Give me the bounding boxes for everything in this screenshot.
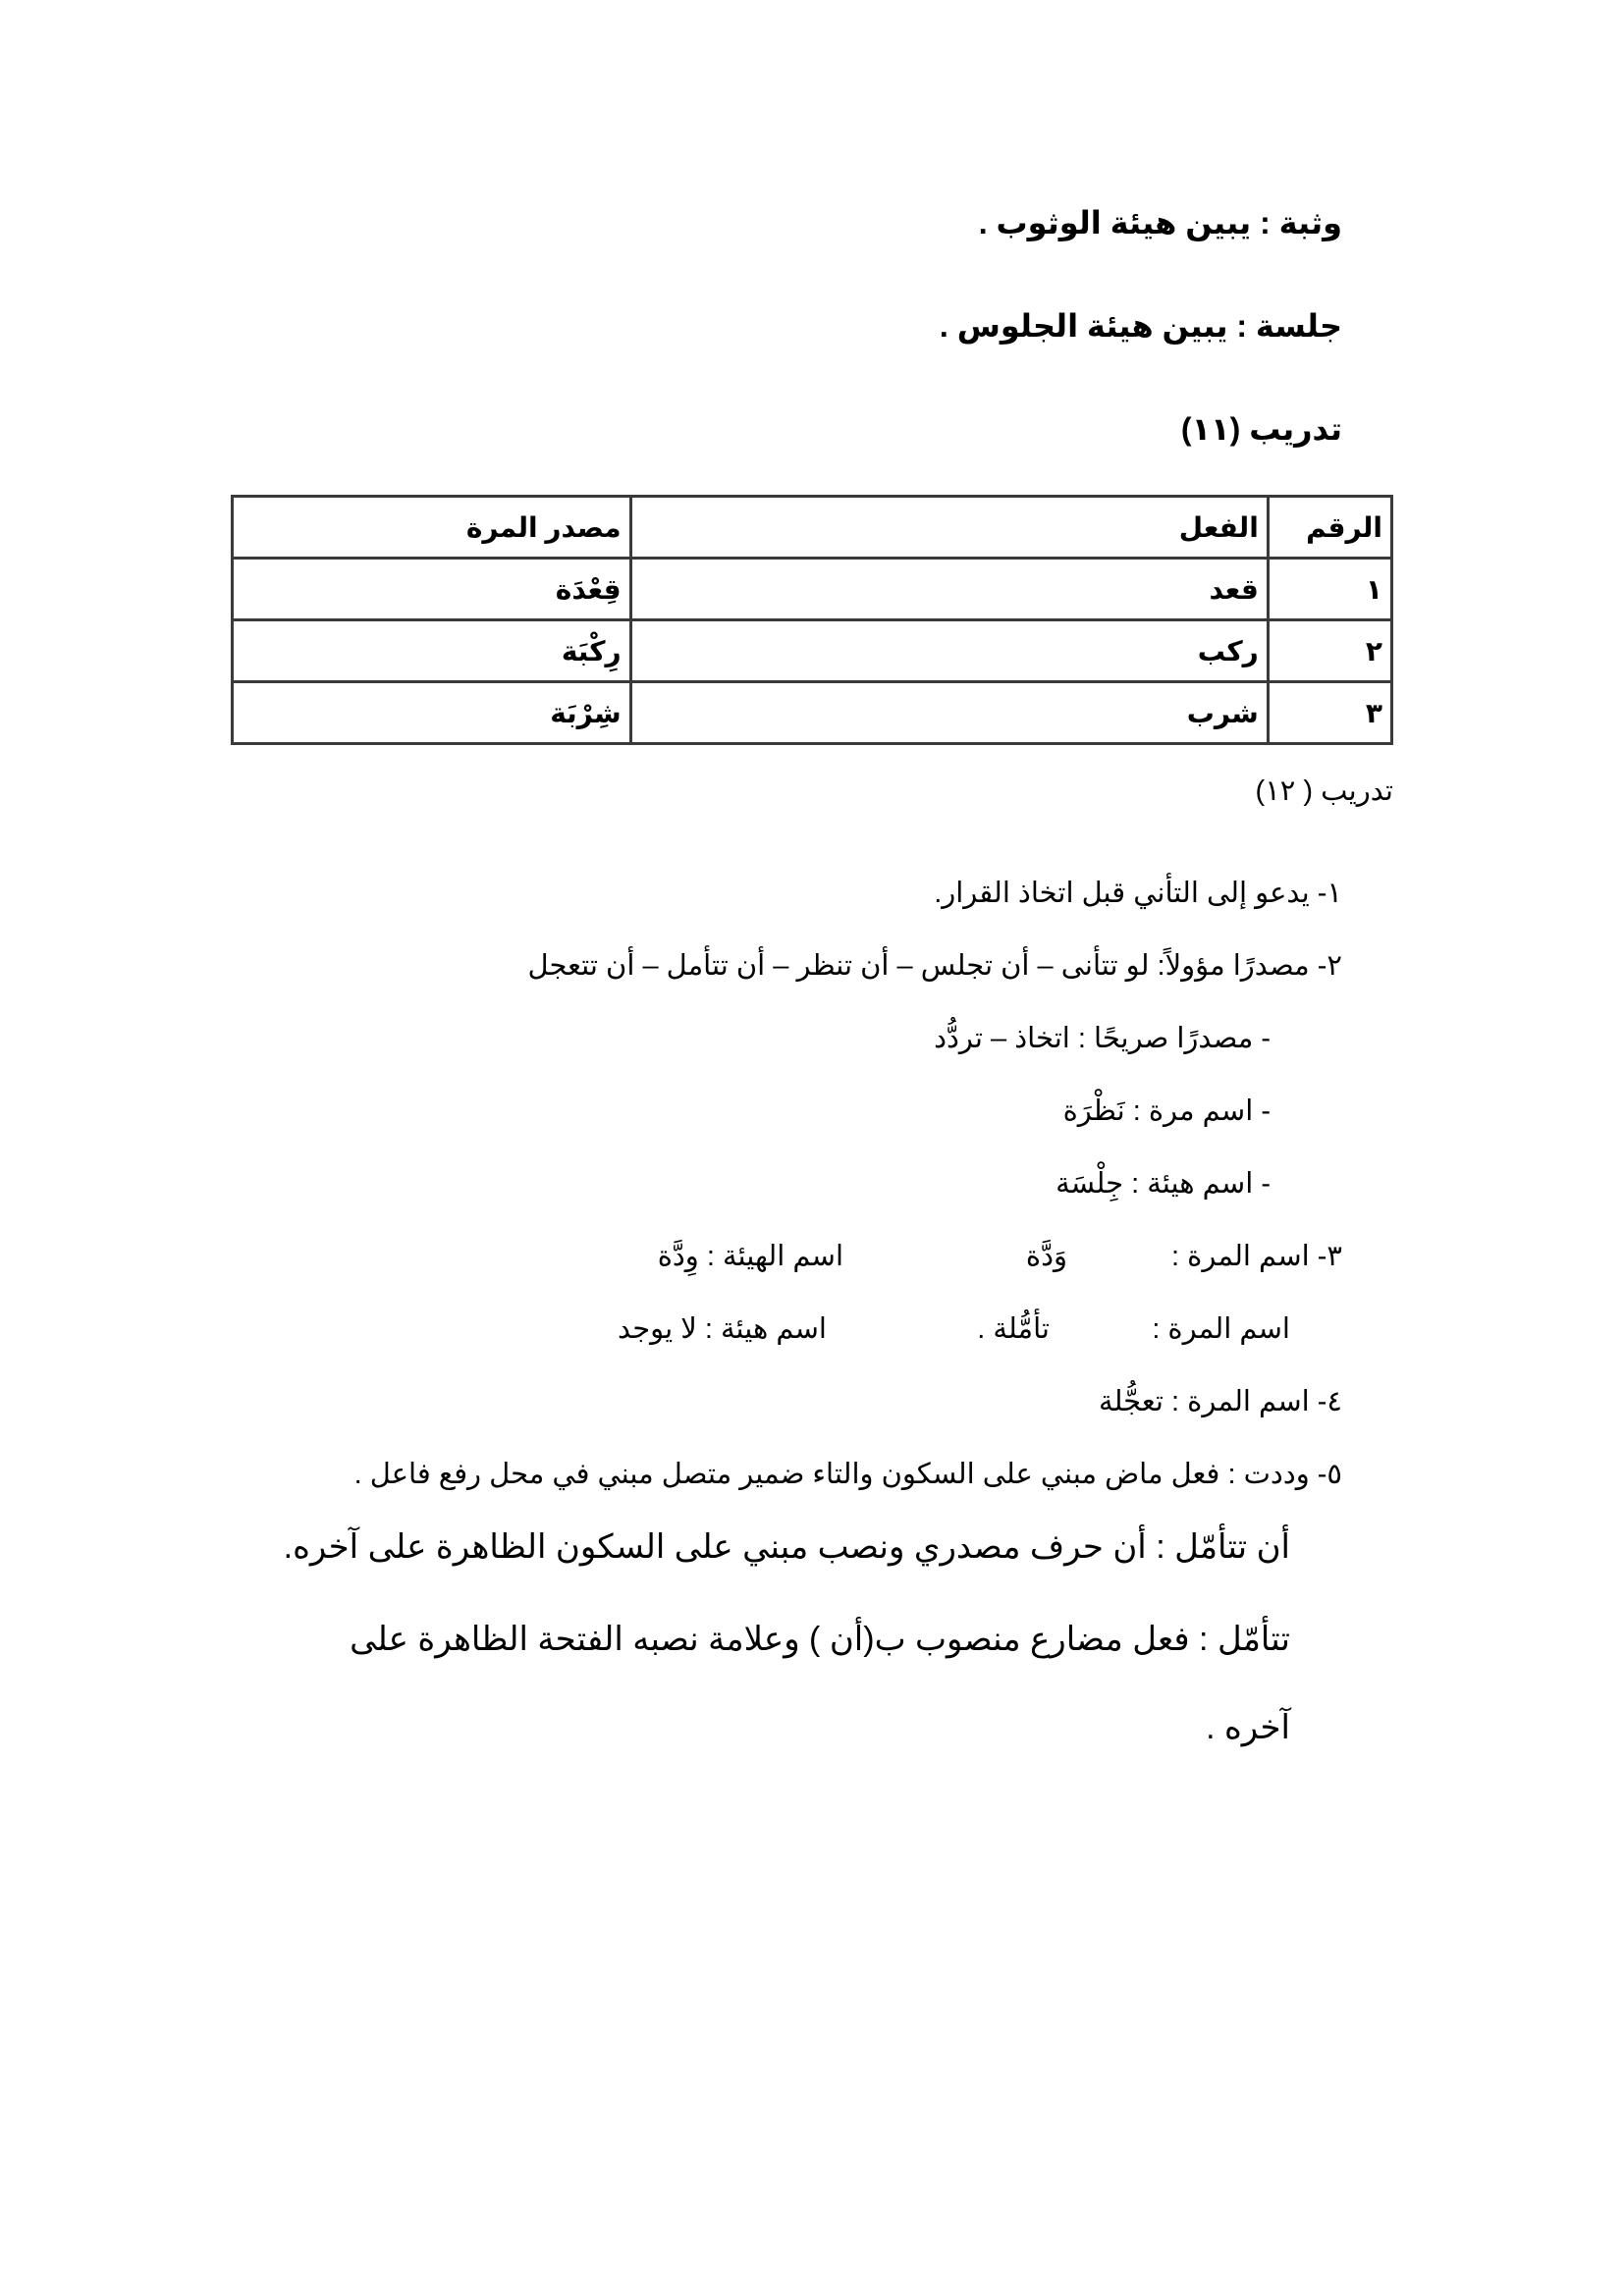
cell-verb: ركب [630,620,1268,682]
sub-item-explicit-masdar: - مصدرًا صريحًا : اتخاذ – تردُّد [934,1023,1271,1054]
cell-number: ٣ [1268,682,1391,744]
header-masdar: مصدر المرة [233,497,631,559]
exercise-11-title: تدريب (١١) [1180,411,1342,447]
intro-line-wathba: وثبة : يبين هيئة الوثوب . [978,205,1342,240]
cell-masdar: شِرْبَة [233,682,631,744]
table-row [233,682,1392,744]
answer-item-4: ٤- اسم المرة : تعجُّلة [1099,1386,1342,1417]
item-3b-hay-a: اسم هيئة : لا يوجد [617,1313,827,1345]
item-3b-value: تأمُّلة . [977,1313,1050,1345]
intro-line-jalsa: جلسة : يبين هيئة الجلوس . [939,308,1342,344]
table-row [233,620,1392,682]
cell-number: ١ [1268,559,1391,620]
exercise-12-title: تدريب ( ١٢) [1255,775,1393,807]
parse-tataammal-line-1: تتأمّل : فعل مضارع منصوب ب(أن ) وعلامة نصبه الفتحة الظاهرة على [350,1621,1290,1658]
item-3-label: ٣- اسم المرة : [1171,1241,1342,1272]
item-3-value: وَدَّة [1025,1241,1067,1272]
answer-item-2: ٢- مصدرًا مؤولاً: لو تتأنى – أن تجلس – أن تنظر – أن تتأمل – أن تتعجل [527,950,1342,982]
item-3-hay-a: اسم الهيئة : وِدَّة [657,1241,843,1272]
cell-masdar: رِكْبَة [233,620,631,682]
sub-item-ism-marra: - اسم مرة : نَظْرَة [1062,1095,1271,1127]
table-row [233,559,1392,620]
header-number: الرقم [1268,497,1391,559]
parse-an-tataammal: أن تتأمّل : أن حرف مصدري ونصب مبني على السكون الظاهرة على آخره. [283,1528,1290,1566]
item-3b-label: اسم المرة : [1152,1313,1290,1345]
cell-verb: شرب [630,682,1268,744]
header-verb: الفعل [630,497,1268,559]
cell-number: ٢ [1268,620,1391,682]
cell-verb: قعد [630,559,1268,620]
parse-tataammal-line-2: آخره . [1206,1709,1290,1746]
masdar-table [231,495,1393,745]
sub-item-ism-hay-a: - اسم هيئة : جِلْسَة [1056,1168,1271,1200]
answer-item-5: ٥- وددت : فعل ماض مبني على السكون والتاء ضمير متصل مبني في محل رفع فاعل . [353,1459,1342,1490]
answer-item-1: ١- يدعو إلى التأني قبل اتخاذ القرار. [934,878,1342,909]
table-header-row [233,497,1392,559]
cell-masdar: قِعْدَة [233,559,631,620]
